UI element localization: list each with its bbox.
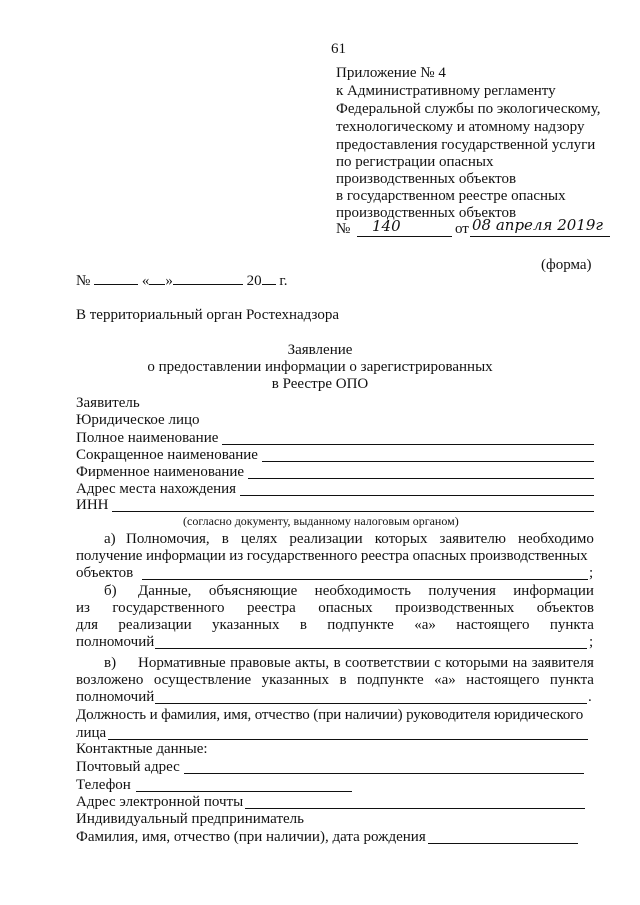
reg-year-suffix: г. <box>279 273 288 289</box>
reg-close-quote: » <box>165 273 173 289</box>
reg-no-blank[interactable] <box>94 272 138 285</box>
email-field[interactable] <box>245 808 585 809</box>
short-name-label: Сокращенное наименование <box>76 447 258 463</box>
section-b-line-3 <box>76 617 594 634</box>
word: подпункте <box>357 672 424 688</box>
section-v-field[interactable] <box>155 703 587 704</box>
contacts-heading: Контактные данные: <box>76 741 208 757</box>
word: соответствии <box>345 655 430 671</box>
section-v-line-3: полномочий <box>76 689 155 705</box>
section-b-line-1 <box>138 583 594 600</box>
word: которых <box>374 531 428 547</box>
section-a-line-2: получение информации из государственного реестра опасных производственных <box>76 548 588 564</box>
address-label: Адрес места нахождения <box>76 481 237 497</box>
postal-label: Почтовый адрес <box>76 759 180 775</box>
appendix-line: предоставления государственной услуги <box>336 137 596 153</box>
applicant-heading: Заявитель <box>76 395 140 411</box>
word: необходимость <box>314 583 411 599</box>
word: настоящего <box>456 617 530 633</box>
word: пункта <box>549 672 594 688</box>
postal-field[interactable] <box>184 773 584 774</box>
word: осуществление <box>153 672 252 688</box>
reg-open-quote: « <box>141 273 150 289</box>
word: акты, <box>295 655 330 671</box>
word: в <box>339 672 347 688</box>
entrepreneur-fio-field[interactable] <box>428 843 578 844</box>
word: которыми <box>445 655 509 671</box>
word: производственных <box>395 600 515 616</box>
section-a-marker: а) <box>104 531 116 547</box>
appendix-line: производственных объектов <box>336 205 517 221</box>
word: объектов <box>536 600 594 616</box>
word: заявителя <box>531 655 594 671</box>
word: информации <box>513 583 594 599</box>
word: возложено <box>76 672 144 688</box>
section-a-line-1 <box>126 531 594 548</box>
word: получения <box>428 583 496 599</box>
entrepreneur-fio-label: Фамилия, имя, отчество (при наличии), дата рождения <box>76 829 426 845</box>
inn-field[interactable] <box>112 511 594 512</box>
word: реализации <box>118 617 192 633</box>
word: пункта <box>549 617 594 633</box>
reg-month-blank[interactable] <box>173 272 243 285</box>
order-no-value: 140 <box>372 217 401 235</box>
registration-line <box>76 272 288 290</box>
order-no-label: № <box>336 221 351 237</box>
section-a-field[interactable] <box>142 579 588 580</box>
entrepreneur-heading: Индивидуальный предприниматель <box>76 811 304 827</box>
section-b-line-4: полномочий <box>76 634 155 650</box>
word: указанных <box>261 672 330 688</box>
word: Полномочия, <box>126 531 210 547</box>
inn-label: ИНН <box>76 497 109 513</box>
word: реестра <box>247 600 296 616</box>
appendix-line: Федеральной службы по экологическому, <box>336 101 601 117</box>
word: государственного <box>112 600 225 616</box>
word: на <box>512 655 528 671</box>
section-v-marker: в) <box>104 655 117 671</box>
section-v-end: . <box>588 689 592 705</box>
title-line-3: в Реестре ОПО <box>271 376 369 392</box>
inn-note: (согласно документу, выданному налоговым органом) <box>183 514 459 528</box>
email-label: Адрес электронной почты <box>76 794 244 810</box>
appendix-line: по регистрации опасных <box>336 154 494 170</box>
brand-name-label: Фирменное наименование <box>76 464 245 480</box>
short-name-field[interactable] <box>262 461 594 462</box>
word: Данные, <box>138 583 192 599</box>
order-no-line <box>357 236 452 237</box>
word: заявителю <box>439 531 507 547</box>
form-label: (форма) <box>541 257 592 273</box>
appendix-line: производственных объектов <box>336 171 517 187</box>
addressee: В территориальный орган Ростехнадзора <box>76 307 339 323</box>
word: в <box>221 531 229 547</box>
appendix-line: к Административному регламенту <box>336 83 556 99</box>
section-a-line-3: объектов <box>76 565 134 581</box>
section-b-end: ; <box>589 634 594 650</box>
head-line-1: Должность и фамилия, имя, отчество (при наличии) руководителя юридического <box>76 707 584 723</box>
phone-field[interactable] <box>136 791 352 792</box>
word: в <box>299 617 307 633</box>
appendix-line: Приложение № 4 <box>336 65 446 81</box>
section-b-field[interactable] <box>155 648 587 649</box>
word: указанных <box>212 617 280 633</box>
word: Нормативные <box>138 655 226 671</box>
appendix-line: в государственном реестре опасных <box>336 188 566 204</box>
head-line-2: лица <box>76 725 107 741</box>
legal-entity-heading: Юридическое лицо <box>76 412 200 428</box>
word: реализации <box>289 531 363 547</box>
title-line-2: о предоставлении информации о зарегистрированных <box>147 359 493 375</box>
word: настоящего <box>466 672 540 688</box>
word: правовые <box>230 655 291 671</box>
word: «а» <box>414 617 436 633</box>
reg-year-prefix: 20 <box>246 273 262 289</box>
word: для <box>76 617 99 633</box>
section-b-line-2 <box>76 600 594 617</box>
reg-year-blank[interactable] <box>262 272 276 285</box>
full-name-field[interactable] <box>222 444 594 445</box>
word: опасных <box>318 600 373 616</box>
reg-no-label: № <box>76 273 91 289</box>
brand-name-field[interactable] <box>248 478 594 479</box>
full-name-label: Полное наименование <box>76 430 219 446</box>
address-field[interactable] <box>240 495 594 496</box>
word: из <box>76 600 90 616</box>
title-line-1: Заявление <box>287 342 353 358</box>
appendix-line: технологическому и атомному надзору <box>336 119 585 135</box>
section-b-marker: б) <box>104 583 117 599</box>
order-date-value: 08 апреля 2019г <box>472 216 603 234</box>
word: в <box>333 655 341 671</box>
word: с <box>434 655 441 671</box>
section-v-line-1 <box>138 655 594 672</box>
order-date-line <box>470 236 610 237</box>
page-number: 61 <box>331 41 346 57</box>
word: объясняющие <box>208 583 298 599</box>
word: подпункте <box>327 617 394 633</box>
phone-label: Телефон <box>76 777 131 793</box>
reg-day-blank[interactable] <box>149 272 165 285</box>
word: необходимо <box>518 531 594 547</box>
head-field[interactable] <box>108 739 588 740</box>
order-date-label: от <box>455 221 469 237</box>
section-a-end: ; <box>589 565 594 581</box>
word: целях <box>240 531 278 547</box>
section-v-line-2 <box>76 672 594 689</box>
word: «а» <box>434 672 456 688</box>
